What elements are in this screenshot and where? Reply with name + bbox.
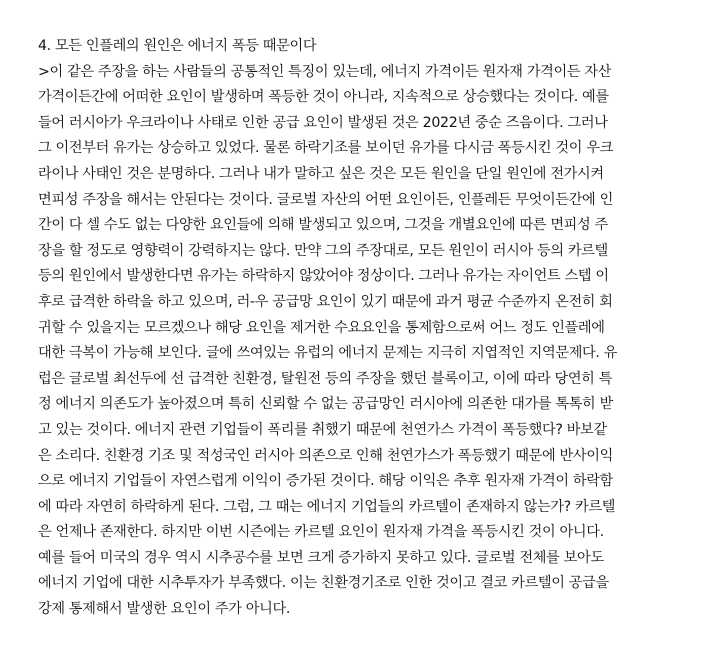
- document-body: [38, 34, 688, 623]
- paragraph-line-16: 은 소리다. 친환경 기조 및 적성국인 러시아 의존으로 인해 천연가스가 폭등했기 때문에 반사이익: [38, 447, 613, 464]
- paragraph-line-1: >이 같은 주장을 하는 사람들의 공통적인 특징이 있는데, 에너지 가격이든 원자재 가격이든 자산: [38, 63, 612, 80]
- paragraph-line-10: 후로 급격한 하락을 하고 있으며, 러-우 공급망 요인이 있기 때문에 과거 평균 수준까지 온전히 회: [38, 293, 613, 310]
- paragraph-line-19: 은 언제나 존재한다. 하지만 이번 시즌에는 카르텔 요인이 원자재 가격을 폭등시킨 것이 아니다.: [38, 524, 604, 541]
- paragraph-line-12: 대한 극복이 가능해 보인다. 글에 쓰여있는 유럽의 에너지 문제는 지극히 지엽적인 지역문제다. 유: [38, 345, 618, 362]
- paragraph-line-22: 강제 통제해서 발생한 요인이 주가 아니다.: [38, 601, 290, 618]
- paragraph-line-15: 고 있는 것이다. 에너지 관련 기업들이 폭리를 취했기 때문에 천연가스 가격이 폭등했다? 바보같: [38, 421, 607, 438]
- paragraph-line-7: 간이 다 셀 수도 없는 다양한 요인들에 의해 발생되고 있으며, 그것을 개별요인에 따른 면피성 주: [38, 217, 608, 234]
- paragraph-line-20: 예를 들어 미국의 경우 역시 시추공수를 보면 크게 증가하지 못하고 있다. 글로벌 전체를 보아도: [38, 549, 604, 566]
- paragraph-line-21: 에너지 기업에 대한 시추투자가 부족했다. 이는 친환경기조로 인한 것이고 결코 카르텔이 공급을: [38, 575, 609, 592]
- paragraph-line-14: 정 에너지 의존도가 높아졌으며 특히 신뢰할 수 없는 공급망인 러시아에 의존한 대가를 톡톡히 받: [38, 396, 613, 413]
- paragraph-line-4: 그 이전부터 유가는 상승하고 있었다. 물론 하락기조를 보이던 유가를 다시금 폭등시킨 것이 우크: [38, 140, 613, 157]
- paragraph-line-17: 으로 에너지 기업들이 자연스럽게 이익이 증가된 것이다. 해당 이익은 추후 원자재 가격이 하락함: [38, 473, 613, 490]
- paragraph-line-2: 가격이든간에 어떠한 요인이 발생하며 폭등한 것이 아니라, 지속적으로 상승했다는 것이다. 예를: [38, 89, 609, 106]
- paragraph-line-3: 들어 러시아가 우크라이나 사태로 인한 공급 요인이 발생된 것은 2022년 중순 즈음이다. 그러나: [38, 114, 608, 131]
- paragraph-line-8: 장을 할 정도로 영향력이 강력하지는 않다. 만약 그의 주장대로, 모든 원인이 러시아 등의 카르텔: [38, 242, 608, 259]
- paragraph-line-6: 면피성 주장을 해서는 안된다는 것이다. 글로벌 자산의 어떤 요인이든, 인플레든 무엇이든간에 인: [38, 191, 613, 208]
- paragraph-line-9: 등의 원인에서 발생한다면 유가는 하락하지 않았어야 정상이다. 그러나 유가는 자이언트 스텝 이: [38, 268, 609, 285]
- section-heading: 4. 모든 인플레의 원인은 에너지 폭등 때문이다: [38, 38, 317, 54]
- paragraph-line-11: 귀할 수 있을지는 모르겠으나 해당 요인을 제거한 수요요인을 통제함으로써 어느 정도 인플레에: [38, 319, 605, 336]
- paragraph-line-5: 라이나 사태인 것은 분명하다. 그러나 내가 말하고 싶은 것은 모든 원인을 단일 원인에 전가시켜: [38, 165, 604, 182]
- paragraph-line-18: 에 따라 자연히 하락하게 된다. 그럼, 그 때는 에너지 기업들의 카르텔이 존재하지 않는가? 카르텔: [38, 498, 616, 515]
- paragraph-line-13: 럽은 글로벌 최선두에 선 급격한 친환경, 탈원전 등의 주장을 했던 블록이고, 이에 따라 당연히 특: [38, 370, 613, 387]
